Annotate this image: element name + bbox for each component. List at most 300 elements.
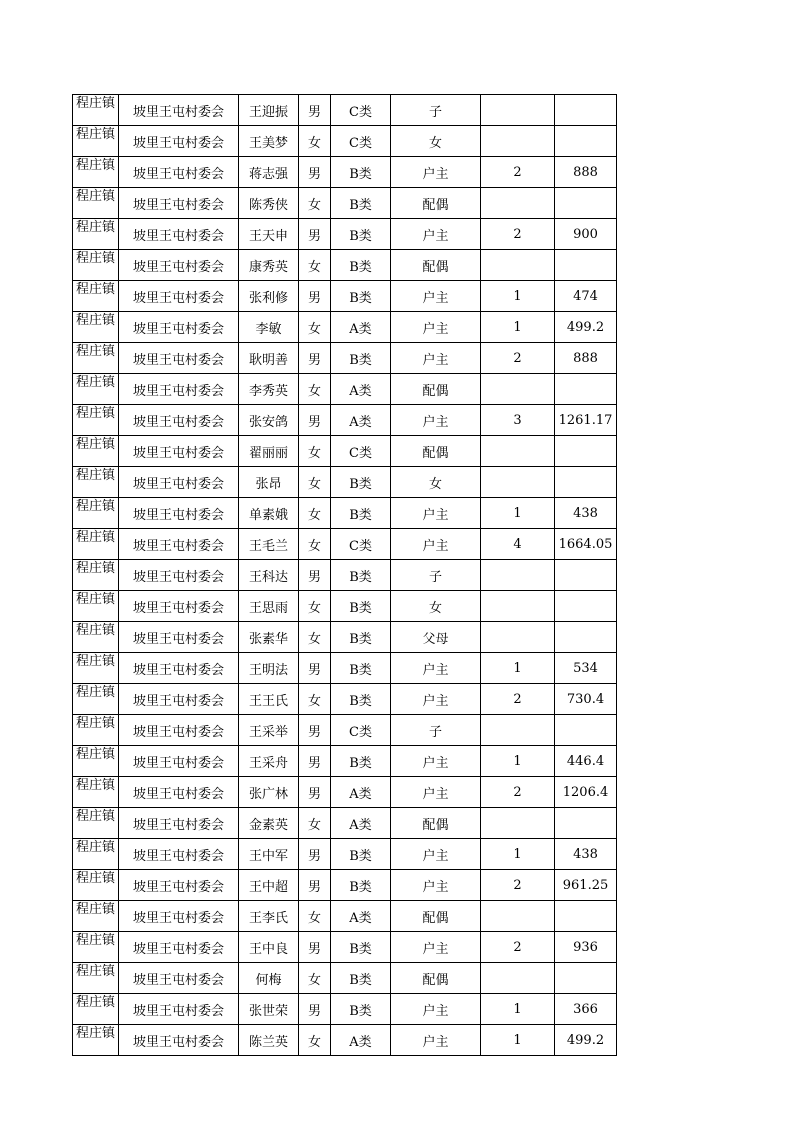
town-label: 程庄镇: [75, 499, 115, 514]
name-cell: 王明法: [239, 653, 299, 684]
table-row: [73, 653, 617, 684]
beneficiary-table: [72, 94, 617, 1056]
town-cell: [73, 281, 119, 312]
town-label: 程庄镇: [75, 282, 115, 297]
gender-cell: 男: [299, 157, 331, 188]
amount-cell: [555, 963, 617, 994]
name-cell: 王思雨: [239, 591, 299, 622]
village-cell: 坡里王屯村委会: [119, 219, 239, 250]
gender-cell: 男: [299, 560, 331, 591]
town-label: 程庄镇: [75, 96, 115, 111]
gender-cell: 男: [299, 932, 331, 963]
relation-cell: 户主: [391, 281, 481, 312]
gender-cell: 男: [299, 870, 331, 901]
gender-cell: 女: [299, 684, 331, 715]
category-cell: B类: [331, 343, 391, 374]
amount-cell: 366: [555, 994, 617, 1025]
town-cell: [73, 405, 119, 436]
relation-cell: 户主: [391, 219, 481, 250]
amount-cell: 961.25: [555, 870, 617, 901]
town-cell: [73, 560, 119, 591]
amount-cell: [555, 901, 617, 932]
category-cell: A类: [331, 405, 391, 436]
category-cell: C类: [331, 436, 391, 467]
village-cell: 坡里王屯村委会: [119, 374, 239, 405]
village-cell: 坡里王屯村委会: [119, 560, 239, 591]
name-cell: 王中良: [239, 932, 299, 963]
count-cell: [481, 436, 555, 467]
amount-cell: 438: [555, 839, 617, 870]
table-row: [73, 188, 617, 219]
name-cell: 康秀英: [239, 250, 299, 281]
table-row: [73, 994, 617, 1025]
table-row: [73, 746, 617, 777]
category-cell: B类: [331, 281, 391, 312]
amount-cell: [555, 95, 617, 126]
town-label: 程庄镇: [75, 375, 115, 390]
town-cell: [73, 95, 119, 126]
village-cell: 坡里王屯村委会: [119, 529, 239, 560]
table-row: [73, 808, 617, 839]
table-row: [73, 715, 617, 746]
relation-cell: 配偶: [391, 901, 481, 932]
town-label: 程庄镇: [75, 623, 115, 638]
count-cell: 1: [481, 746, 555, 777]
village-cell: 坡里王屯村委会: [119, 281, 239, 312]
table-row: [73, 901, 617, 932]
amount-cell: 1206.4: [555, 777, 617, 808]
town-cell: [73, 684, 119, 715]
name-cell: 张安鸽: [239, 405, 299, 436]
count-cell: [481, 467, 555, 498]
table-row: [73, 529, 617, 560]
village-cell: 坡里王屯村委会: [119, 498, 239, 529]
relation-cell: 户主: [391, 529, 481, 560]
name-cell: 王天申: [239, 219, 299, 250]
table-row: [73, 219, 617, 250]
amount-cell: [555, 591, 617, 622]
gender-cell: 女: [299, 622, 331, 653]
category-cell: B类: [331, 219, 391, 250]
category-cell: A类: [331, 777, 391, 808]
count-cell: [481, 622, 555, 653]
town-cell: [73, 653, 119, 684]
relation-cell: 配偶: [391, 963, 481, 994]
relation-cell: 子: [391, 560, 481, 591]
village-cell: 坡里王屯村委会: [119, 777, 239, 808]
gender-cell: 女: [299, 250, 331, 281]
name-cell: 陈兰英: [239, 1025, 299, 1056]
category-cell: A类: [331, 808, 391, 839]
relation-cell: 子: [391, 715, 481, 746]
amount-cell: 438: [555, 498, 617, 529]
gender-cell: 女: [299, 808, 331, 839]
category-cell: B类: [331, 839, 391, 870]
name-cell: 张素华: [239, 622, 299, 653]
relation-cell: 配偶: [391, 374, 481, 405]
gender-cell: 女: [299, 1025, 331, 1056]
count-cell: [481, 808, 555, 839]
town-cell: [73, 467, 119, 498]
name-cell: 单素娥: [239, 498, 299, 529]
category-cell: A类: [331, 374, 391, 405]
town-cell: [73, 1025, 119, 1056]
name-cell: 王迎振: [239, 95, 299, 126]
village-cell: 坡里王屯村委会: [119, 901, 239, 932]
amount-cell: 888: [555, 157, 617, 188]
gender-cell: 女: [299, 312, 331, 343]
gender-cell: 男: [299, 281, 331, 312]
town-cell: [73, 746, 119, 777]
category-cell: B类: [331, 157, 391, 188]
village-cell: 坡里王屯村委会: [119, 994, 239, 1025]
amount-cell: [555, 436, 617, 467]
name-cell: 张世荣: [239, 994, 299, 1025]
village-cell: 坡里王屯村委会: [119, 188, 239, 219]
town-label: 程庄镇: [75, 468, 115, 483]
gender-cell: 女: [299, 188, 331, 219]
amount-cell: 936: [555, 932, 617, 963]
count-cell: 2: [481, 219, 555, 250]
name-cell: 李秀英: [239, 374, 299, 405]
amount-cell: [555, 126, 617, 157]
name-cell: 王科达: [239, 560, 299, 591]
category-cell: B类: [331, 560, 391, 591]
amount-cell: 474: [555, 281, 617, 312]
town-label: 程庄镇: [75, 1026, 115, 1041]
relation-cell: 户主: [391, 157, 481, 188]
category-cell: B类: [331, 250, 391, 281]
village-cell: 坡里王屯村委会: [119, 653, 239, 684]
gender-cell: 男: [299, 777, 331, 808]
town-cell: [73, 529, 119, 560]
town-cell: [73, 312, 119, 343]
relation-cell: 父母: [391, 622, 481, 653]
town-label: 程庄镇: [75, 437, 115, 452]
category-cell: A类: [331, 1025, 391, 1056]
town-cell: [73, 963, 119, 994]
category-cell: B类: [331, 591, 391, 622]
count-cell: 1: [481, 1025, 555, 1056]
count-cell: [481, 560, 555, 591]
town-label: 程庄镇: [75, 406, 115, 421]
amount-cell: [555, 250, 617, 281]
town-cell: [73, 994, 119, 1025]
gender-cell: 女: [299, 498, 331, 529]
town-cell: [73, 157, 119, 188]
table-row: [73, 591, 617, 622]
town-label: 程庄镇: [75, 871, 115, 886]
relation-cell: 女: [391, 467, 481, 498]
town-label: 程庄镇: [75, 995, 115, 1010]
name-cell: 张昂: [239, 467, 299, 498]
category-cell: B类: [331, 498, 391, 529]
table-row: [73, 312, 617, 343]
village-cell: 坡里王屯村委会: [119, 963, 239, 994]
town-label: 程庄镇: [75, 251, 115, 266]
town-cell: [73, 839, 119, 870]
town-cell: [73, 498, 119, 529]
count-cell: [481, 374, 555, 405]
gender-cell: 男: [299, 95, 331, 126]
count-cell: [481, 591, 555, 622]
relation-cell: 女: [391, 591, 481, 622]
amount-cell: 888: [555, 343, 617, 374]
town-cell: [73, 250, 119, 281]
village-cell: 坡里王屯村委会: [119, 746, 239, 777]
count-cell: 1: [481, 839, 555, 870]
category-cell: A类: [331, 901, 391, 932]
town-label: 程庄镇: [75, 654, 115, 669]
amount-cell: [555, 467, 617, 498]
count-cell: 1: [481, 312, 555, 343]
category-cell: C类: [331, 95, 391, 126]
village-cell: 坡里王屯村委会: [119, 1025, 239, 1056]
village-cell: 坡里王屯村委会: [119, 95, 239, 126]
gender-cell: 女: [299, 467, 331, 498]
name-cell: 王毛兰: [239, 529, 299, 560]
relation-cell: 户主: [391, 777, 481, 808]
table-row: [73, 343, 617, 374]
amount-cell: [555, 374, 617, 405]
amount-cell: [555, 188, 617, 219]
gender-cell: 男: [299, 343, 331, 374]
relation-cell: 配偶: [391, 436, 481, 467]
relation-cell: 户主: [391, 498, 481, 529]
table-row: [73, 839, 617, 870]
table-row: [73, 963, 617, 994]
table-row: [73, 622, 617, 653]
town-cell: [73, 777, 119, 808]
town-cell: [73, 436, 119, 467]
category-cell: B类: [331, 188, 391, 219]
category-cell: C类: [331, 529, 391, 560]
table-row: [73, 467, 617, 498]
relation-cell: 户主: [391, 405, 481, 436]
town-label: 程庄镇: [75, 561, 115, 576]
relation-cell: 配偶: [391, 188, 481, 219]
amount-cell: [555, 715, 617, 746]
gender-cell: 男: [299, 653, 331, 684]
count-cell: [481, 901, 555, 932]
relation-cell: 子: [391, 95, 481, 126]
name-cell: 王美梦: [239, 126, 299, 157]
table-row: [73, 932, 617, 963]
name-cell: 王中军: [239, 839, 299, 870]
name-cell: 王王氏: [239, 684, 299, 715]
village-cell: 坡里王屯村委会: [119, 405, 239, 436]
table-row: [73, 560, 617, 591]
village-cell: 坡里王屯村委会: [119, 157, 239, 188]
category-cell: B类: [331, 622, 391, 653]
gender-cell: 女: [299, 963, 331, 994]
table-row: [73, 126, 617, 157]
town-label: 程庄镇: [75, 747, 115, 762]
count-cell: 2: [481, 157, 555, 188]
name-cell: 耿明善: [239, 343, 299, 374]
village-cell: 坡里王屯村委会: [119, 312, 239, 343]
village-cell: 坡里王屯村委会: [119, 839, 239, 870]
amount-cell: [555, 622, 617, 653]
town-label: 程庄镇: [75, 902, 115, 917]
table-row: [73, 1025, 617, 1056]
gender-cell: 女: [299, 126, 331, 157]
village-cell: 坡里王屯村委会: [119, 436, 239, 467]
name-cell: 王采舟: [239, 746, 299, 777]
table-row: [73, 498, 617, 529]
table-row: [73, 95, 617, 126]
amount-cell: 900: [555, 219, 617, 250]
relation-cell: 户主: [391, 684, 481, 715]
table-row: [73, 684, 617, 715]
relation-cell: 女: [391, 126, 481, 157]
count-cell: 1: [481, 653, 555, 684]
village-cell: 坡里王屯村委会: [119, 126, 239, 157]
amount-cell: 730.4: [555, 684, 617, 715]
relation-cell: 户主: [391, 312, 481, 343]
town-label: 程庄镇: [75, 933, 115, 948]
category-cell: A类: [331, 312, 391, 343]
town-cell: [73, 808, 119, 839]
count-cell: [481, 95, 555, 126]
table-row: [73, 405, 617, 436]
gender-cell: 男: [299, 715, 331, 746]
relation-cell: 户主: [391, 343, 481, 374]
town-label: 程庄镇: [75, 158, 115, 173]
village-cell: 坡里王屯村委会: [119, 684, 239, 715]
count-cell: 1: [481, 281, 555, 312]
category-cell: B类: [331, 653, 391, 684]
town-label: 程庄镇: [75, 189, 115, 204]
town-cell: [73, 932, 119, 963]
town-cell: [73, 188, 119, 219]
gender-cell: 男: [299, 746, 331, 777]
amount-cell: 1664.05: [555, 529, 617, 560]
count-cell: 2: [481, 684, 555, 715]
town-cell: [73, 374, 119, 405]
relation-cell: 户主: [391, 994, 481, 1025]
village-cell: 坡里王屯村委会: [119, 467, 239, 498]
name-cell: 李敏: [239, 312, 299, 343]
category-cell: B类: [331, 994, 391, 1025]
table-row: [73, 777, 617, 808]
town-label: 程庄镇: [75, 313, 115, 328]
count-cell: 2: [481, 932, 555, 963]
count-cell: [481, 963, 555, 994]
village-cell: 坡里王屯村委会: [119, 808, 239, 839]
village-cell: 坡里王屯村委会: [119, 591, 239, 622]
relation-cell: 户主: [391, 1025, 481, 1056]
town-label: 程庄镇: [75, 530, 115, 545]
table-row: [73, 374, 617, 405]
name-cell: 翟丽丽: [239, 436, 299, 467]
village-cell: 坡里王屯村委会: [119, 622, 239, 653]
town-label: 程庄镇: [75, 127, 115, 142]
count-cell: 2: [481, 870, 555, 901]
town-cell: [73, 622, 119, 653]
table-row: [73, 281, 617, 312]
amount-cell: 1261.17: [555, 405, 617, 436]
town-cell: [73, 343, 119, 374]
town-label: 程庄镇: [75, 344, 115, 359]
name-cell: 张利修: [239, 281, 299, 312]
village-cell: 坡里王屯村委会: [119, 932, 239, 963]
town-label: 程庄镇: [75, 778, 115, 793]
category-cell: B类: [331, 467, 391, 498]
relation-cell: 户主: [391, 932, 481, 963]
relation-cell: 配偶: [391, 250, 481, 281]
town-label: 程庄镇: [75, 840, 115, 855]
name-cell: 张广林: [239, 777, 299, 808]
town-cell: [73, 591, 119, 622]
town-label: 程庄镇: [75, 809, 115, 824]
category-cell: C类: [331, 715, 391, 746]
count-cell: 1: [481, 994, 555, 1025]
gender-cell: 女: [299, 374, 331, 405]
gender-cell: 女: [299, 529, 331, 560]
relation-cell: 户主: [391, 839, 481, 870]
amount-cell: [555, 560, 617, 591]
gender-cell: 女: [299, 901, 331, 932]
count-cell: 1: [481, 498, 555, 529]
name-cell: 王中超: [239, 870, 299, 901]
relation-cell: 户主: [391, 746, 481, 777]
count-cell: 2: [481, 777, 555, 808]
table-row: [73, 157, 617, 188]
count-cell: [481, 126, 555, 157]
category-cell: B类: [331, 932, 391, 963]
count-cell: [481, 188, 555, 219]
relation-cell: 户主: [391, 653, 481, 684]
relation-cell: 户主: [391, 870, 481, 901]
amount-cell: 446.4: [555, 746, 617, 777]
name-cell: 王采举: [239, 715, 299, 746]
table-body: [73, 95, 617, 1056]
village-cell: 坡里王屯村委会: [119, 343, 239, 374]
category-cell: B类: [331, 746, 391, 777]
gender-cell: 男: [299, 994, 331, 1025]
town-label: 程庄镇: [75, 685, 115, 700]
gender-cell: 男: [299, 405, 331, 436]
name-cell: 何梅: [239, 963, 299, 994]
town-label: 程庄镇: [75, 964, 115, 979]
name-cell: 陈秀侠: [239, 188, 299, 219]
name-cell: 金素英: [239, 808, 299, 839]
count-cell: [481, 715, 555, 746]
count-cell: 4: [481, 529, 555, 560]
count-cell: [481, 250, 555, 281]
town-label: 程庄镇: [75, 592, 115, 607]
village-cell: 坡里王屯村委会: [119, 250, 239, 281]
amount-cell: 499.2: [555, 1025, 617, 1056]
town-label: 程庄镇: [75, 716, 115, 731]
count-cell: 2: [481, 343, 555, 374]
count-cell: 3: [481, 405, 555, 436]
relation-cell: 配偶: [391, 808, 481, 839]
gender-cell: 女: [299, 436, 331, 467]
category-cell: B类: [331, 963, 391, 994]
amount-cell: [555, 808, 617, 839]
table-row: [73, 250, 617, 281]
category-cell: B类: [331, 684, 391, 715]
amount-cell: 534: [555, 653, 617, 684]
amount-cell: 499.2: [555, 312, 617, 343]
town-cell: [73, 715, 119, 746]
gender-cell: 女: [299, 591, 331, 622]
name-cell: 蒋志强: [239, 157, 299, 188]
table-row: [73, 436, 617, 467]
category-cell: C类: [331, 126, 391, 157]
